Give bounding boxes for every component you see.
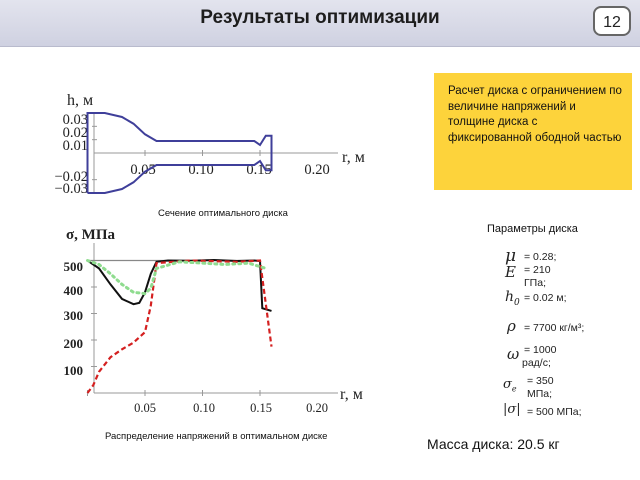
bottom-x-label: r, м [340,386,363,403]
bottom-xtick-2: 0.15 [250,401,272,415]
param-rho: = 7700 кг/м³; [524,322,585,334]
param-e-line2: ГПа; [524,277,546,289]
bottom-chart [64,227,363,415]
top-ytick-2: 0.01 [62,138,88,154]
bottom-ytick-2: 300 [63,308,83,323]
disk-mass: Масса диска: 20.5 кг [427,436,560,452]
param-omega-line1: = 1000 [524,344,557,356]
top-ytick-1: 0.02 [62,125,88,141]
bottom-y-label: σ, МПа [66,227,115,243]
bottom-xtick-0: 0.05 [134,401,156,415]
e-symbol: E [505,263,516,281]
top-xtick-3: 0.20 [304,162,330,178]
param-h0: = 0.02 м; [524,292,567,304]
bottom-ytick-3: 200 [63,336,83,351]
bottom-xtick-1: 0.10 [193,401,215,415]
top-chart-caption: Сечение оптимального диска [158,208,288,219]
param-mu: = 0.28; [524,251,557,263]
stress-line-red [88,261,272,394]
stress-line-black [88,260,272,311]
top-ytick-3: −0.02 [54,169,88,185]
h0-symbol: $h_0$ [505,289,520,308]
top-xtick-1: 0.10 [188,162,214,178]
note-box: Расчет диска с ограничением по величине напряжений и толщине диска с фиксированной ободной частью [434,73,632,190]
omega-symbol: ω [507,345,520,363]
bottom-xtick-3: 0.20 [306,401,328,415]
top-x-label: r, м [342,149,365,166]
top-ytick-0: 0.03 [62,112,88,128]
rho-symbol: ρ [507,317,516,335]
mu-symbol: μ [505,246,517,266]
top-ytick-4: −0.03 [54,181,88,197]
param-sigma-e-line1: = 350 [527,375,554,387]
top-xtick-2: 0.15 [246,162,272,178]
param-sigma-e-line2: МПа; [527,388,553,400]
sigma-max-symbol: |σ| [503,402,521,417]
params-title: Параметры диска [487,223,578,235]
slide-title: Результаты оптимизации [200,7,440,28]
bottom-chart-caption: Распределение напряжений в оптимальном диске [105,431,328,442]
bottom-ytick-1: 400 [63,283,83,298]
bottom-ytick-4: 100 [63,363,83,378]
slide-number: 12 [593,6,631,36]
param-omega-line2: рад/с; [522,357,551,369]
bottom-ytick-0: 500 [63,259,83,274]
param-e-line1: = 210 [524,264,551,276]
param-sigma-max: = 500 МПа; [527,406,582,418]
top-chart [54,92,364,197]
sigma-e-symbol: $\sigma_e$ [503,377,517,394]
top-xtick-0: 0.05 [130,162,156,178]
top-y-label: h, м [67,92,94,109]
